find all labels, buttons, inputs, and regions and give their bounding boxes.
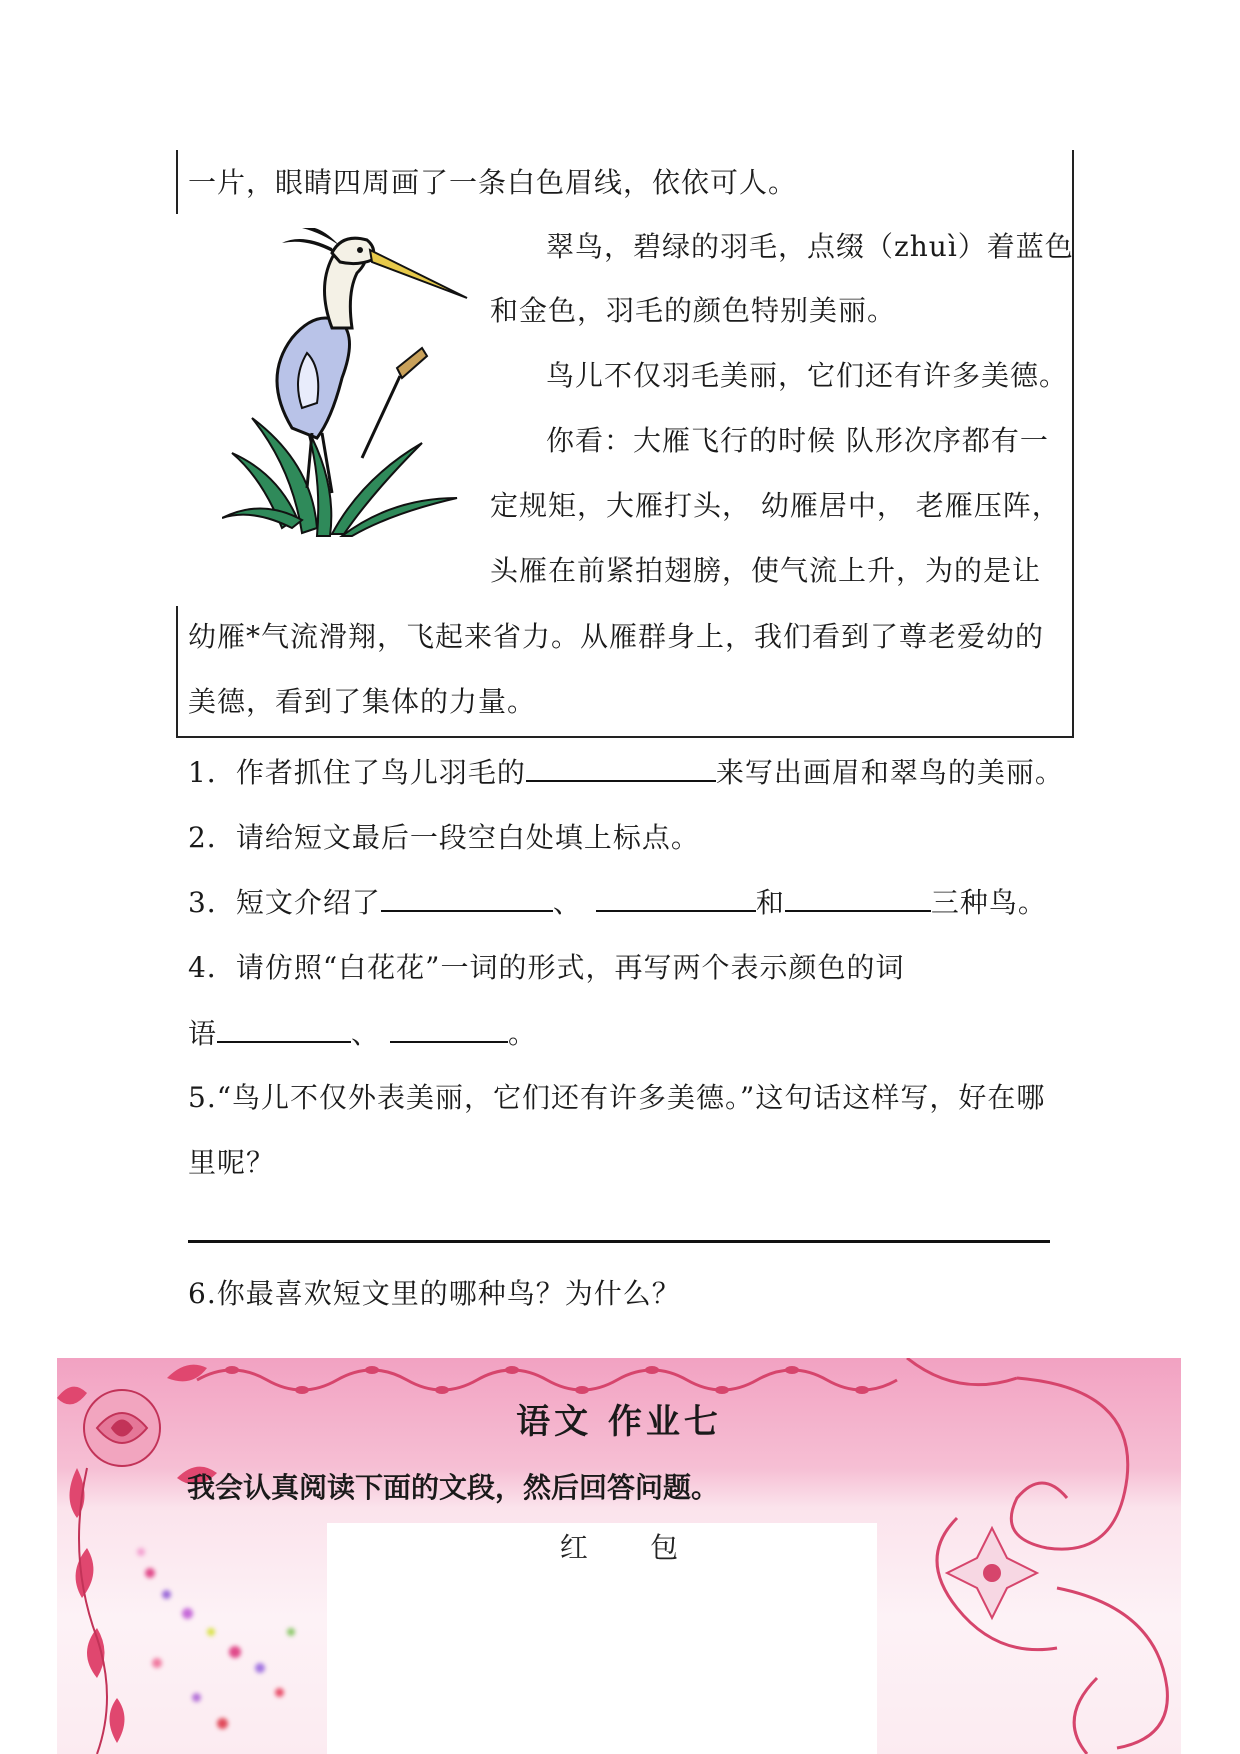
question-3-text-b: 三种鸟。 <box>930 886 1047 919</box>
question-4-sep: 、 <box>351 1017 381 1050</box>
question-3-text-a: 3．短文介绍了 <box>188 886 381 919</box>
question-6: 6.你最喜欢短文里的哪种鸟？为什么？ <box>188 1277 681 1310</box>
question-1-text-b: 来写出画眉和翠鸟的美丽。 <box>715 756 1064 789</box>
question-1-text-a: 1．作者抓住了鸟儿羽毛的 <box>188 756 526 789</box>
question-4-text-a: 语 <box>188 1017 218 1050</box>
question-3 <box>188 883 1047 923</box>
answer-blank-q3-1[interactable] <box>381 884 553 912</box>
passage-p3-line3: 头雁在前紧拍翅膀，使气流上升，为的是让 <box>490 554 1042 587</box>
passage-border-bottom <box>176 736 1074 738</box>
answer-line-q5[interactable] <box>188 1240 1050 1243</box>
next-section-banner <box>57 1358 1181 1754</box>
passage-line-top: 一片，眼睛四周画了一条白色眉线，依依可人。 <box>188 166 798 199</box>
question-4-line1: 4．请仿照“白花花”一词的形式，再写两个表示颜色的词 <box>188 951 905 984</box>
question-2: 2．请给短文最后一段空白处填上标点。 <box>188 821 700 854</box>
question-5-line2: 里呢？ <box>188 1146 276 1179</box>
heron-illustration <box>222 228 472 540</box>
passage-p3-line5: 美德，看到了集体的力量。 <box>188 685 537 718</box>
passage-p1-line2: 和金色，羽毛的颜色特别美丽。 <box>490 294 897 327</box>
passage-border-left-bottom <box>176 606 178 738</box>
question-4-line2 <box>188 1014 537 1054</box>
answer-blank-q4-2[interactable] <box>390 1015 508 1043</box>
passage-p3-line4: 幼雁*气流滑翔，飞起来省力。从雁群身上，我们看到了尊老爱幼的 <box>188 620 1045 653</box>
passage-p3-line2: 定规矩，大雁打头， 幼雁居中， 老雁压阵， <box>490 489 1061 522</box>
reed-icon <box>397 348 427 378</box>
answer-blank-q3-2[interactable] <box>596 884 756 912</box>
question-4-end: 。 <box>508 1017 538 1050</box>
grass-icon <box>222 418 457 536</box>
section-title: 语文 作业七 <box>516 1402 722 1442</box>
answer-blank-q1[interactable] <box>526 754 716 782</box>
passage-title: 红 包 <box>559 1531 679 1564</box>
answer-blank-q3-3[interactable] <box>785 884 931 912</box>
passage-p1-line1: 翠鸟，碧绿的羽毛，点缀（zhuì）着蓝色 <box>546 230 1074 263</box>
question-3-sep2: 和 <box>755 886 785 919</box>
question-3-sep1: 、 <box>552 886 582 919</box>
question-1 <box>188 753 1064 793</box>
passage-border-left-top <box>176 150 178 214</box>
section-instruction: 我会认真阅读下面的文段，然后回答问题。 <box>187 1471 720 1504</box>
answer-blank-q4-1[interactable] <box>217 1015 351 1043</box>
passage-p2: 鸟儿不仅羽毛美丽，它们还有许多美德。 <box>546 359 1069 392</box>
question-5-line1: 5.“鸟儿不仅外表美丽，它们还有许多美德。”这句话这样写，好在哪 <box>188 1081 1046 1114</box>
passage-p3-line1: 你看：大雁飞行的时候 队形次序都有一 <box>546 424 1049 457</box>
